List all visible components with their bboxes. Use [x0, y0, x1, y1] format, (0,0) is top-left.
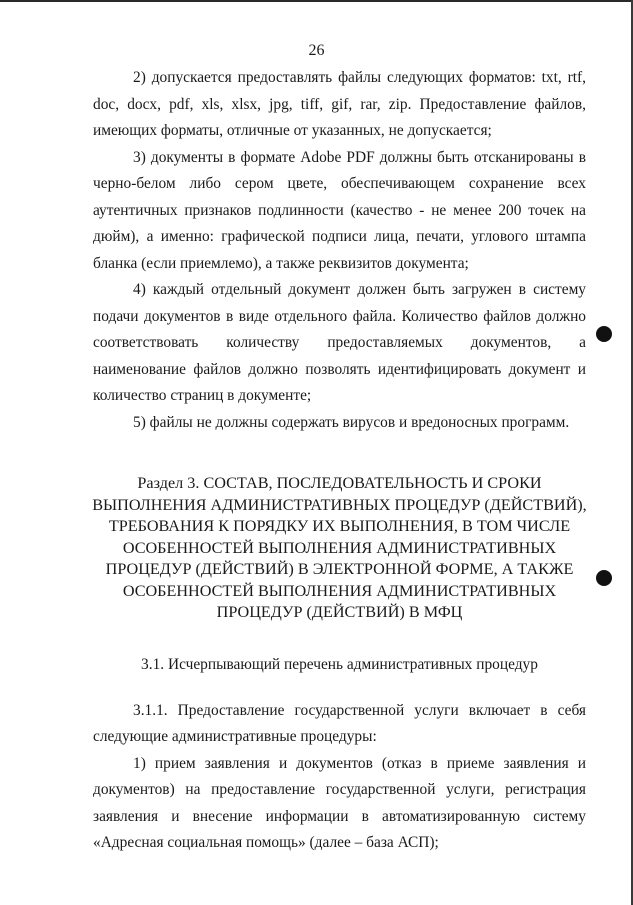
- punch-hole-mark: [596, 326, 612, 342]
- paragraph-item-3: 3) документы в формате Adobe PDF должны быть отсканированы в черно-белом либо сером цвете, обеспечивающем сохранение всех аутентичных признаков подлинности (качество - не менее 200 точек на дюйм), а именно: графической подписи лица, печати, углового штампа бланка (если приемлемо), а также реквизитов документа;: [93, 148, 586, 272]
- paragraph-3-1-1: 3.1.1. Предоставление государственной услуги включает в себя следующие административные процедуры:: [93, 701, 586, 745]
- page-number: 26: [308, 42, 325, 59]
- document-body: [93, 65, 586, 857]
- subsection-title: 3.1. Исчерпывающий перечень административных процедур: [141, 655, 538, 673]
- paragraph-procedure-1: 1) прием заявления и документов (отказ в приеме заявления и документов) на предоставление государственной услуги, регистрация заявления и внесение информации в автоматизированную систему «Адресная социальная помощь» (далее – база АСП);: [93, 754, 586, 851]
- paragraph-item-5: 5) файлы не должны содержать вирусов и вредоносных программ.: [133, 413, 570, 431]
- paragraph-item-2: 2) допускается предоставлять файлы следующих форматов: txt, rtf, doc, docx, pdf, xls, xlsx, jpg, tiff, gif, rar, zip. Предоставление файлов, имеющих форматы, отличные от указанных, не допускается;: [93, 69, 586, 139]
- paragraph-item-4: 4) каждый отдельный документ должен быть загружен в систему подачи документов в виде отдельного файла. Количество файлов должно соответствовать количеству предоставляемых документов, а наименование файлов должно позволять идентифицировать документ и количество страниц в документе;: [93, 281, 586, 404]
- scan-edge-top: [0, 0, 633, 2]
- section-title: Раздел 3. СОСТАВ, ПОСЛЕДОВАТЕЛЬНОСТЬ И СРОКИ ВЫПОЛНЕНИЯ АДМИНИСТРАТИВНЫХ ПРОЦЕДУР (ДЕЙСТВИЙ), ТРЕБОВАНИЯ К ПОРЯДКУ ИХ ВЫПОЛНЕНИЯ, В ТОМ ЧИСЛЕ ОСОБЕННОСТЕЙ ВЫПОЛНЕНИЯ АДМИНИСТРАТИВНЫХ ПРОЦЕДУР (ДЕЙСТВИЙ) В ЭЛЕКТРОННОЙ ФОРМЕ, А ТАКЖЕ ОСОБЕННОСТЕЙ ВЫПОЛНЕНИЯ АДМИНИСТРАТИВНЫХ ПРОЦЕДУР (ДЕЙСТВИЙ) В МФЦ: [92, 474, 587, 621]
- punch-hole-mark: [596, 570, 612, 586]
